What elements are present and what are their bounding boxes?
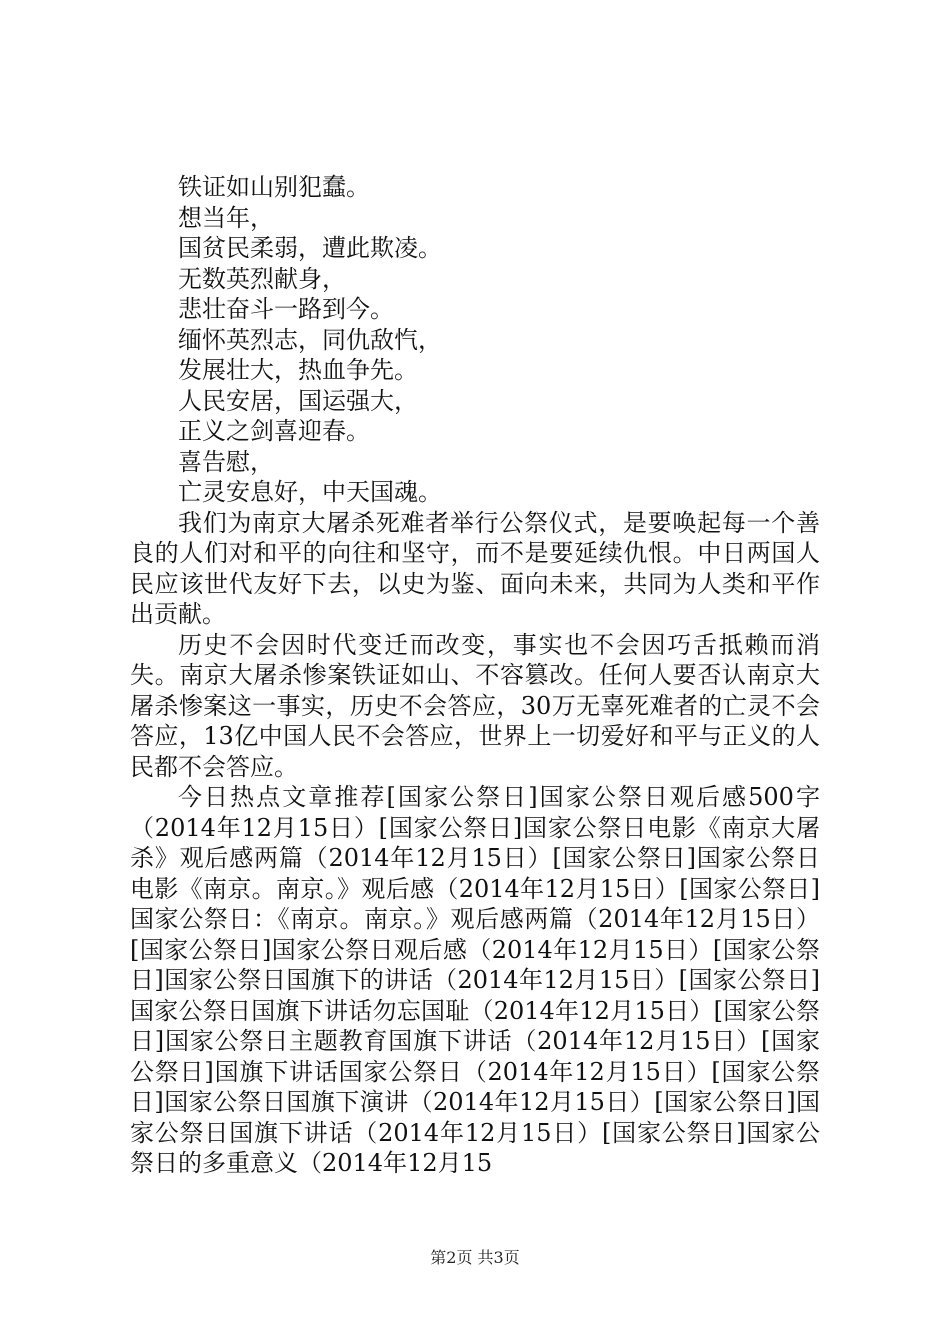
poem-line: 人民安居，国运强大， xyxy=(178,386,418,415)
poem-line: 无数英烈献身， xyxy=(178,264,346,293)
poem-line: 亡灵安息好，中天国魂。 xyxy=(178,478,442,506)
document-body xyxy=(130,172,820,1179)
poem-line: 铁证如山别犯蠢。 xyxy=(178,173,370,201)
page-number-footer: 第2页 共3页 xyxy=(430,1248,520,1267)
poem-line: 正义之剑喜迎春。 xyxy=(178,417,370,445)
poem-line: 国贫民柔弱，遭此欺凌。 xyxy=(178,234,442,262)
poem-line: 喜告慰， xyxy=(178,447,274,476)
poem-line: 想当年， xyxy=(178,203,274,232)
paragraph-recommended-articles: 今日热点文章推荐[国家公祭日]国家公祭日观后感500字（2014年12月15日）[国家公祭日]国家公祭日电影《南京大屠杀》观后感两篇（2014年12月15日）[国家公祭日]国家公祭日电影《南京。南京。》观后感（2014年12月15日）[国家公祭日]国家公祭日：《南京。南京。》观后感两篇（2014年12月15日）[国家公祭日]国家公祭日观后感（2014年12月15日）[国家公祭日]国家公祭日国旗下的讲话（2014年12月15日）[国家公祭日]国家公祭日国旗下讲话勿忘国耻（2014年12月15日）[国家公祭日]国家公祭日主题教育国旗下讲话（2014年12月15日）[国家公祭日]国旗下讲话国家公祭日（2014年12月15日）[国家公祭日]国家公祭日国旗下演讲（2014年12月15日）[国家公祭日]国家公祭日国旗下讲话（2014年12月15日）[国家公祭日]国家公祭日的多重意义（2014年12月15 xyxy=(130,783,820,1177)
paragraph-peace: 我们为南京大屠杀死难者举行公祭仪式，是要唤起每一个善良的人们对和平的向往和坚守，而不是要延续仇恨。中日两国人民应该世代友好下去，以史为鉴、面向未来，共同为人类和平作出贡献。 xyxy=(130,508,820,628)
paragraph-history: 历史不会因时代变迁而改变，事实也不会因巧舌抵赖而消失。南京大屠杀惨案铁证如山、不容篡改。任何人要否认南京大屠杀惨案这一事实，历史不会答应，30万无辜死难者的亡灵不会答应，13亿中国人民不会答应，世界上一切爱好和平与正义的人民都不会答应。 xyxy=(130,630,820,781)
poem-line: 悲壮奋斗一路到今。 xyxy=(178,295,394,323)
poem-line: 发展壮大，热血争先。 xyxy=(178,356,418,384)
poem-line: 缅怀英烈志，同仇敌忾， xyxy=(178,325,442,354)
